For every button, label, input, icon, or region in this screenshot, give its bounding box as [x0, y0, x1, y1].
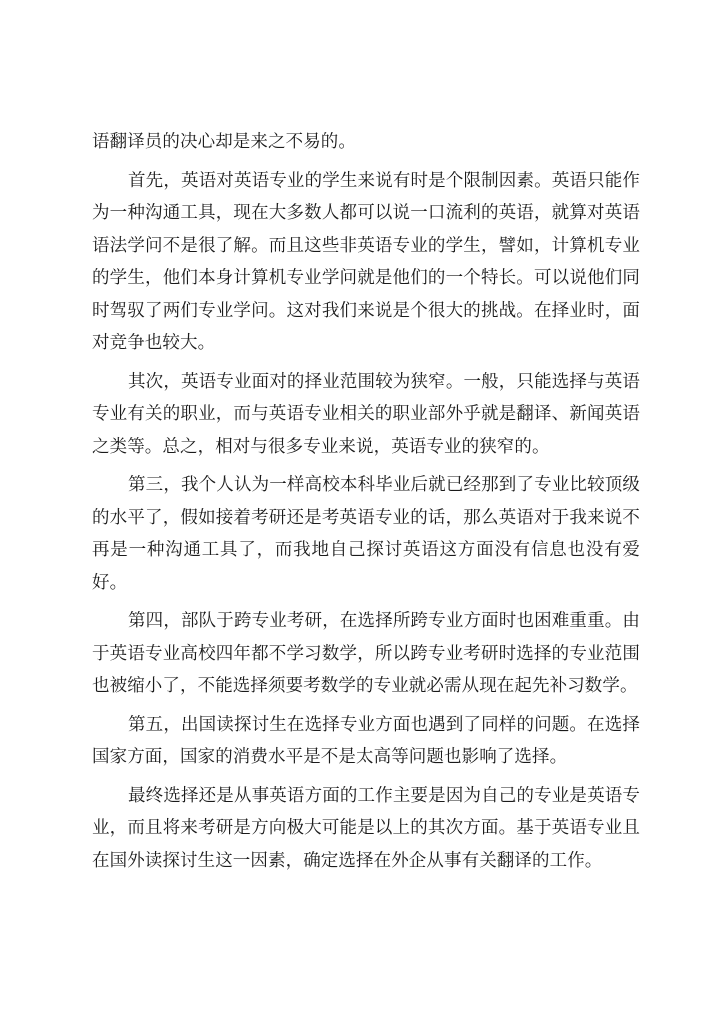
paragraph-fourth-reason: 第四，部队于跨专业考研，在选择所跨专业方面时也困难重重。由于英语专业高校四年都不学习数学，所以跨专业考研时选择的专业范围也被缩小了，不能选择须要考数学的专业就必需从现在起先补习数学。: [92, 611, 640, 696]
paragraph-second-reason: 其次，英语专业面对的择业范围较为狭窄。一般，只能选择与英语专业有关的职业，而与英语专业相关的职业部外乎就是翻译、新闻英语之类等。总之，相对与很多专业来说，英语专业的狭窄的。: [92, 371, 640, 457]
paragraph-continuation: 语翻译员的决心却是来之不易的。: [92, 132, 356, 152]
paragraph-conclusion: 最终选择还是从事英语方面的工作主要是因为自己的专业是英语专业，而且将来考研是方向极大可能是以上的其次方面。基于英语专业且在国外读探讨生这一因素，确定选择在外企从事有关翻译的工作。: [92, 785, 640, 871]
paragraph-first-reason: 首先，英语对英语专业的学生来说有时是个限制因素。英语只能作为一种沟通工具，现在大多数人都可以说一口流利的英语，就算对英语语法学问不是很了解。而且这些非英语专业的学生，譬如，计算机专业的学生，他们本身计算机专业学问就是他们的一个特长。可以说他们同时驾驭了两们专业学问。这对我们来说是个很大的挑战。在择业时，面对竞争也较大。: [92, 170, 640, 353]
document-body: [92, 126, 640, 883]
paragraph-third-reason: 第三，我个人认为一样高校本科毕业后就已经那到了专业比较顶级的水平了，假如接着考研还是考英语专业的话，那么英语对于我来说不再是一种沟通工具了，而我地自己探讨英语这方面没有信息也没有爱好。: [92, 475, 640, 593]
paragraph-fifth-reason: 第五，出国读探讨生在选择专业方面也遇到了同样的问题。在选择国家方面，国家的消费水平是不是太高等问题也影响了选择。: [92, 714, 640, 767]
